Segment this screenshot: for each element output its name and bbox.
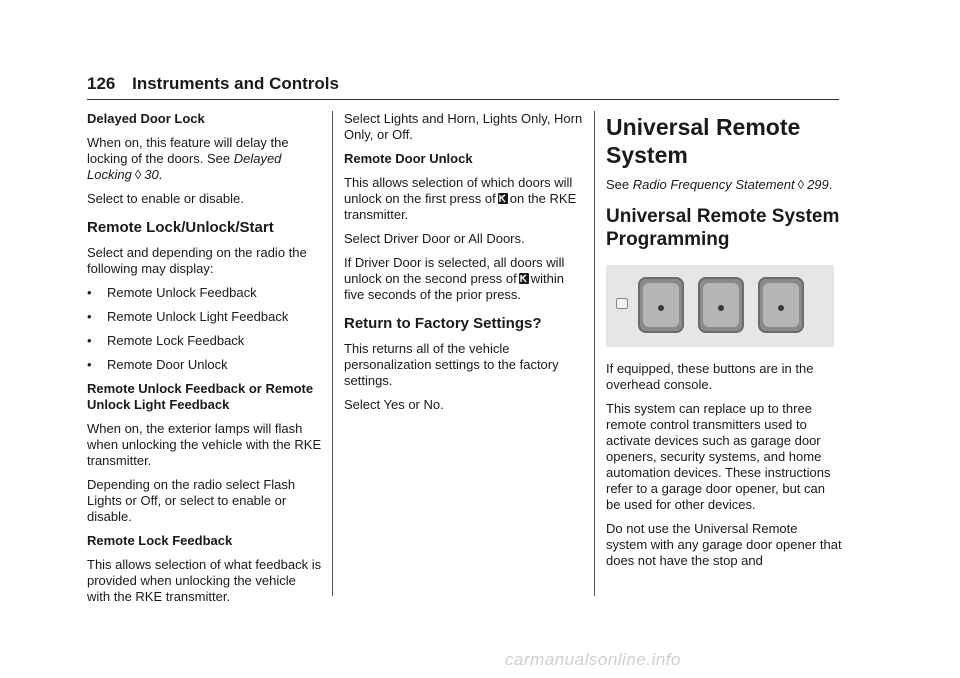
see-ref-text <box>606 177 842 193</box>
bullet-icon: • <box>87 357 92 372</box>
programming-heading: Universal Remote System Programming <box>606 206 840 250</box>
overhead-console-figure <box>606 265 834 347</box>
factory-text: This returns all of the vehicle personalization settings to the factory settings. <box>344 341 559 388</box>
column-divider-2 <box>594 111 595 596</box>
remote-button-3 <box>758 277 804 333</box>
column-1 <box>87 111 322 613</box>
remote-intro-text: Select and depending on the radio the following may display: <box>87 245 307 276</box>
radio-frequency-page: 299 <box>807 177 829 192</box>
bullet-text: Remote Unlock Feedback <box>107 285 257 300</box>
remote-door-unlock-title: Remote Door Unlock <box>344 151 473 166</box>
delayed-door-lock-body: When on, this feature will delay the locking of the doors. See <box>87 135 289 166</box>
list-item <box>87 285 322 301</box>
bullet-icon: • <box>87 309 92 324</box>
second-press-text-a: If Driver Door is selected, all doors will unlock on the second press of <box>344 255 565 286</box>
page-number: 126 <box>87 74 116 93</box>
flash-lights-text: Depending on the radio select Flash Lights or Off, or select to enable or disable. <box>87 477 296 524</box>
column-2 <box>344 111 584 421</box>
bullet-icon: • <box>87 285 92 300</box>
section-title: Instruments and Controls <box>132 74 339 93</box>
ref-period: . <box>828 177 833 192</box>
ref-period: . <box>158 167 163 182</box>
unlock-key-icon <box>498 193 508 204</box>
list-item <box>87 357 322 373</box>
page-header <box>87 74 339 94</box>
column-3 <box>606 111 842 577</box>
remote-button-1 <box>638 277 684 333</box>
enable-disable-text: Select to enable or disable. <box>87 191 244 206</box>
lock-feedback-title: Remote Lock Feedback <box>87 533 233 548</box>
delayed-door-lock-text <box>87 135 322 183</box>
ref-arrow-icon: ◊ <box>797 177 805 192</box>
door-unlock-text-a: This allows selection of which doors will unlock on the first press of <box>344 175 573 206</box>
list-item <box>87 309 322 325</box>
door-unlock-text <box>344 175 584 223</box>
second-press-text <box>344 255 584 303</box>
header-rule <box>87 99 839 100</box>
door-unlock-text-b: on the RKE transmitter. <box>344 191 577 222</box>
see-label: See <box>606 177 633 192</box>
list-item <box>87 333 322 349</box>
column-divider-1 <box>332 111 333 596</box>
delayed-door-lock-title: Delayed Door Lock <box>87 111 205 126</box>
bullet-text: Remote Lock Feedback <box>107 333 245 348</box>
remote-button-2 <box>698 277 744 333</box>
delayed-locking-page: 30 <box>144 167 159 182</box>
second-press-text-b: within five seconds of the prior press. <box>344 271 564 302</box>
factory-settings-heading: Return to Factory Settings? <box>344 315 542 332</box>
indicator-light-icon <box>616 298 628 309</box>
lock-feedback-text: This allows selection of what feedback is provided when unlocking the vehicle with the RKE transmitter. <box>87 557 322 604</box>
unlock-key-icon <box>519 273 529 284</box>
if-equipped-text: If equipped, these buttons are in the overhead console. <box>606 361 814 392</box>
ref-arrow-icon: ◊ <box>134 167 142 182</box>
watermark: carmanualsonline.info <box>505 650 681 669</box>
universal-remote-heading: Universal Remote System <box>606 114 801 168</box>
radio-frequency-ref: Radio Frequency Statement <box>632 177 795 192</box>
unlock-feedback-title: Remote Unlock Feedback or Remote Unlock Light Feedback <box>87 381 314 412</box>
bullet-text: Remote Unlock Light Feedback <box>107 309 289 324</box>
remote-lock-heading: Remote Lock/Unlock/Start <box>87 219 274 236</box>
bullet-text: Remote Door Unlock <box>107 357 228 372</box>
bullet-icon: • <box>87 333 92 348</box>
do-not-use-text: Do not use the Universal Remote system with any garage door opener that does not have the stop and <box>606 521 842 568</box>
yes-no-text: Select Yes or No. <box>344 397 444 412</box>
lights-horn-text: Select Lights and Horn, Lights Only, Horn Only, or Off. <box>344 111 583 142</box>
radio-frequency-link[interactable] <box>633 177 829 192</box>
unlock-feedback-text: When on, the exterior lamps will flash when unlocking the vehicle with the RKE transmitter. <box>87 421 322 468</box>
delayed-locking-ref: Delayed Locking <box>87 151 282 182</box>
system-replace-text: This system can replace up to three remote control transmitters used to activate devices such as garage door openers, security systems, and home automation devices. These instructions refer to a garage door opener, but can be used for other devices. <box>606 401 831 512</box>
driver-all-text: Select Driver Door or All Doors. <box>344 231 525 246</box>
